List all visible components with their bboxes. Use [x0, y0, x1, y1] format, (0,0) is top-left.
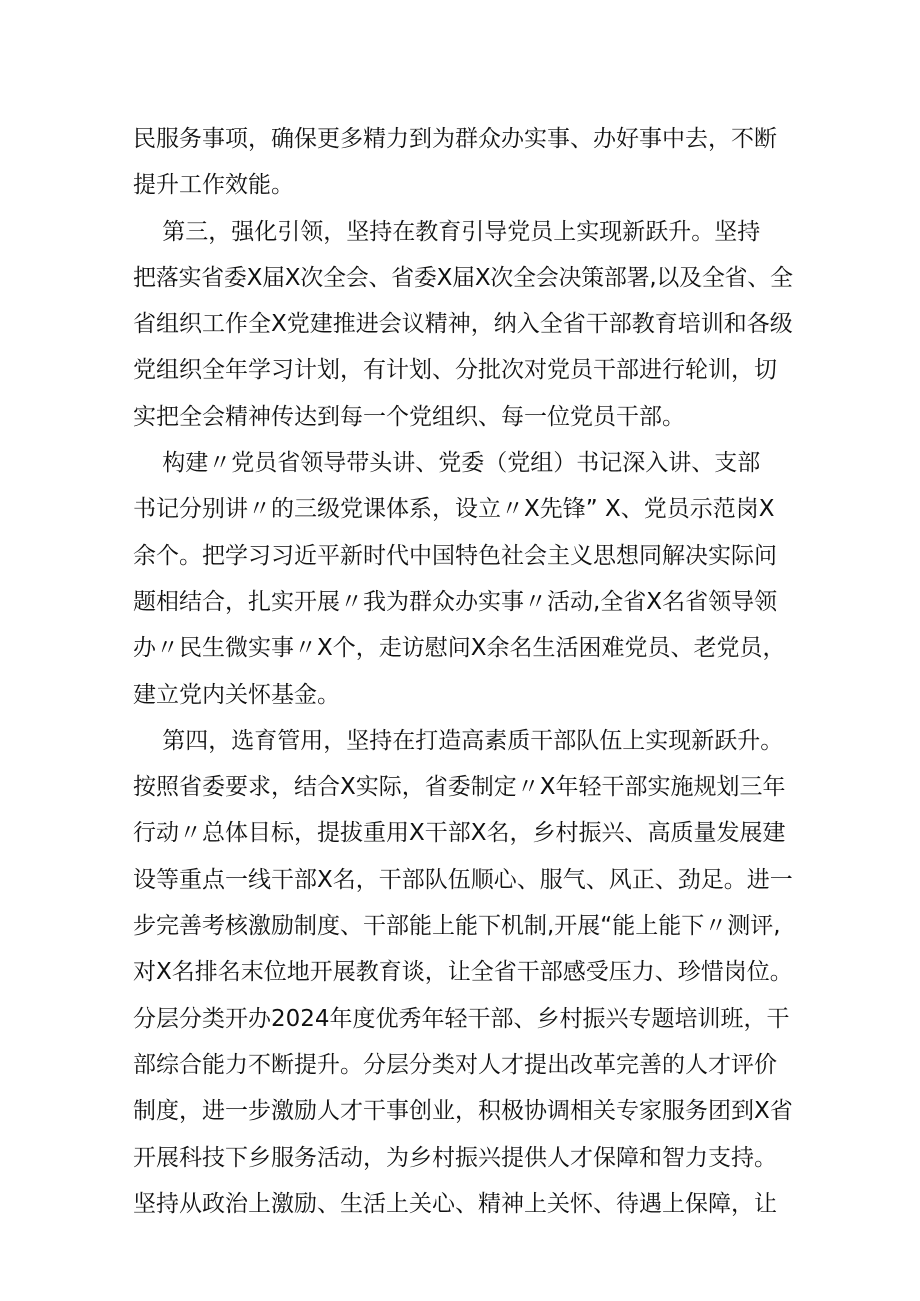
text-line: 开展科技下乡服务活动，为乡村振兴提供人才保障和智力支持。	[133, 1144, 777, 1171]
text-line: 省组织工作全X党建推进会议精神，纳入全省干部教育培训和各级	[133, 311, 793, 338]
text-line: 第四，选育管用，坚持在打造高素质干部队伍上实现新跃升。	[133, 727, 784, 754]
text-line: 书记分别讲〃的三级党课体系，设立〃X先锋” X、党员示范岗X	[133, 496, 775, 523]
text-line: 实把全会精神传达到每一个党组织、每一位党员干部。	[133, 403, 685, 430]
text-line: 设等重点一线干部X名，干部队伍顺心、服气、风正、劲足。进一	[133, 866, 793, 893]
text-line: 党组织全年学习计划，有计划、分批次对党员干部进行轮训，切	[133, 357, 777, 384]
text-line: 制度，进一步激励人才干事创业，积极协调相关专家服务团到X省	[133, 1098, 793, 1125]
text-line: 民服务事项，确保更多精力到为群众办实事、办好事中去，不断	[133, 126, 777, 152]
text-line: 提升工作效能。	[133, 172, 294, 199]
text-line: 第三，强化引领，坚持在教育引导党员上实现新跃升。坚持	[133, 218, 761, 245]
text-line: 分层分类开办2024年度优秀年轻干部、乡村振兴专题培训班，干	[133, 1005, 790, 1032]
text-line: 行动〃总体目标，提拔重用X干部X名，乡村振兴、高质量发展建	[133, 820, 786, 847]
text-line: 余个。把学习习近平新时代中国特色社会主义思想同解决实际问	[133, 542, 777, 569]
body-text	[133, 116, 793, 1227]
text-line: 步完善考核激励制度、干部能上能下机制,开展“能上能下〃测评,	[133, 913, 781, 940]
text-line: 按照省委要求，结合X实际，省委制定〃X年轻干部实施规划三年	[133, 774, 786, 801]
text-line: 部综合能力不断提升。分层分类对人才提出改革完善的人才评价	[133, 1051, 777, 1078]
text-line: 建立党内关怀基金。	[133, 681, 340, 708]
text-line: 对X名排名末位地开展教育谈，让全省干部感受压力、珍惜岗位。	[133, 959, 793, 986]
text-line: 构建〃党员省领导带头讲、党委（党组）书记深入讲、支部	[133, 450, 761, 477]
text-line: 题相结合，扎实开展〃我为群众办实事〃活动,全省X名省领导领	[133, 588, 778, 615]
text-line: 把落实省委X届X次全会、省委X届X次全会决策部署,以及全省、全	[133, 264, 793, 291]
text-line: 坚持从政治上激励、生活上关心、精神上关怀、待遇上保障，让	[133, 1190, 777, 1217]
text-line: 办〃民生微实事〃X个，走访慰问X余名生活困难党员、老党员，	[133, 635, 786, 662]
